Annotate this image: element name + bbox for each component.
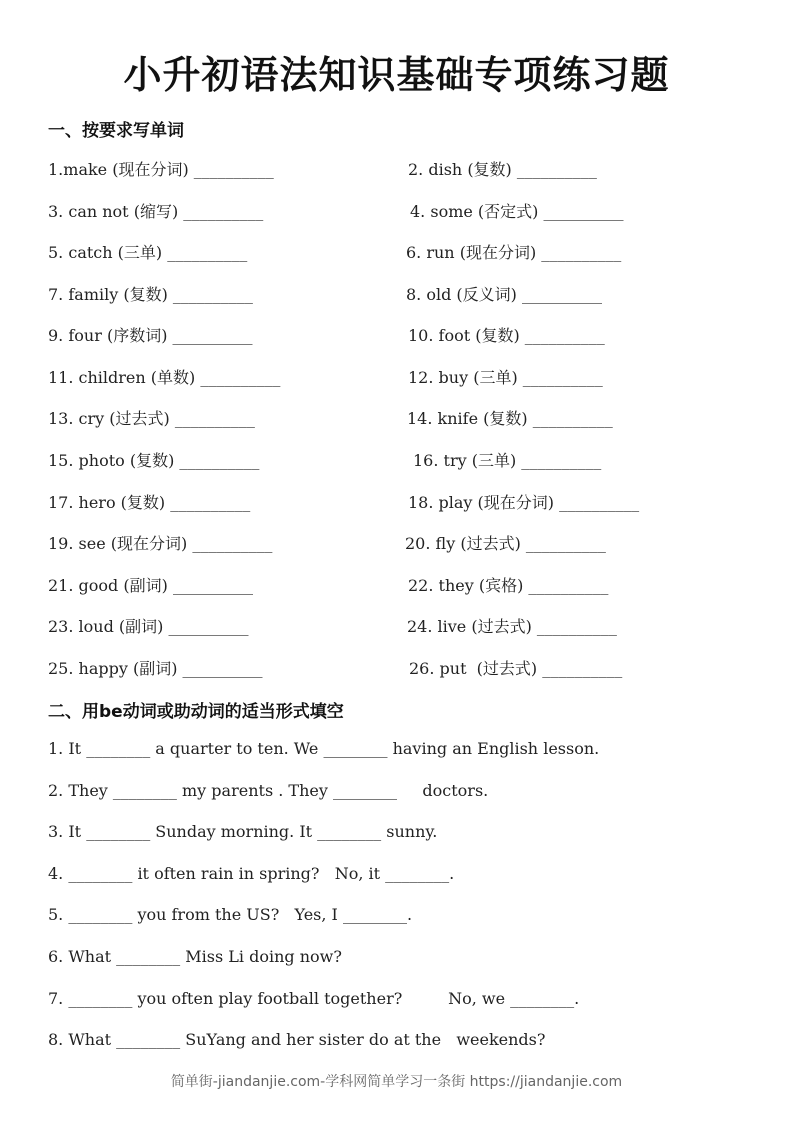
fill-in-sentence: 2. They ________ my parents . They ________ doctors. (48, 781, 489, 800)
exercise-item: 5. catch (三单) __________ (48, 243, 248, 262)
exercise-item: 9. four (序数词) __________ (48, 326, 253, 345)
fill-in-sentence: 3. It ________ Sunday morning. It ________ sunny. (48, 822, 438, 841)
exercise-item: 17. hero (复数) __________ (48, 493, 251, 512)
exercise-item: 10. foot (复数) __________ (408, 326, 605, 345)
exercise-item: 7. family (复数) __________ (48, 285, 253, 304)
page-title: 小升初语法知识基础专项练习题 (123, 53, 670, 97)
exercise-item: 2. dish (复数) __________ (408, 160, 597, 179)
fill-in-sentence: 1. It ________ a quarter to ten. We ________ having an English lesson. (48, 739, 600, 758)
exercise-item: 15. photo (复数) __________ (48, 451, 260, 470)
exercise-item: 23. loud (副词) __________ (48, 617, 249, 636)
exercise-item: 6. run (现在分词) __________ (406, 243, 622, 262)
fill-in-sentence: 4. ________ it often rain in spring? No, it ________. (48, 864, 455, 883)
exercise-item: 11. children (单数) __________ (48, 368, 281, 387)
exercise-item: 13. cry (过去式) __________ (48, 409, 255, 428)
exercise-item: 18. play (现在分词) __________ (408, 493, 640, 512)
fill-in-sentence: 5. ________ you from the US? Yes, I ________. (48, 905, 413, 924)
exercise-item: 25. happy (副词) __________ (48, 659, 263, 678)
section-2-heading: 二、用be动词或助动词的适当形式填空 (48, 702, 344, 722)
exercise-item: 4. some (否定式) __________ (410, 202, 624, 221)
fill-in-sentence: 6. What ________ Miss Li doing now? (48, 947, 342, 966)
exercise-item: 24. live (过去式) __________ (407, 617, 617, 636)
exercise-item: 26. put (过去式) __________ (409, 659, 623, 678)
fill-in-sentence: 8. What ________ SuYang and her sister do at the weekends? (48, 1030, 546, 1049)
exercise-item: 22. they (宾格) __________ (408, 576, 609, 595)
exercise-item: 19. see (现在分词) __________ (48, 534, 273, 553)
exercise-item: 14. knife (复数) __________ (407, 409, 613, 428)
section-1-heading: 一、按要求写单词 (48, 121, 184, 141)
exercise-item: 21. good (副词) __________ (48, 576, 253, 595)
exercise-item: 1.make (现在分词) __________ (48, 160, 274, 179)
exercise-item: 3. can not (缩写) __________ (48, 202, 264, 221)
footer-watermark: 简单街-jiandanjie.com-学科网简单学习一条街 https://jiandanjie.com (170, 1074, 623, 1090)
exercise-item: 20. fly (过去式) __________ (405, 534, 606, 553)
exercise-item: 12. buy (三单) __________ (408, 368, 603, 387)
exercise-item: 16. try (三单) __________ (413, 451, 602, 470)
fill-in-sentence: 7. ________ you often play football together? No, we ________. (48, 989, 580, 1008)
exercise-item: 8. old (反义词) __________ (406, 285, 603, 304)
